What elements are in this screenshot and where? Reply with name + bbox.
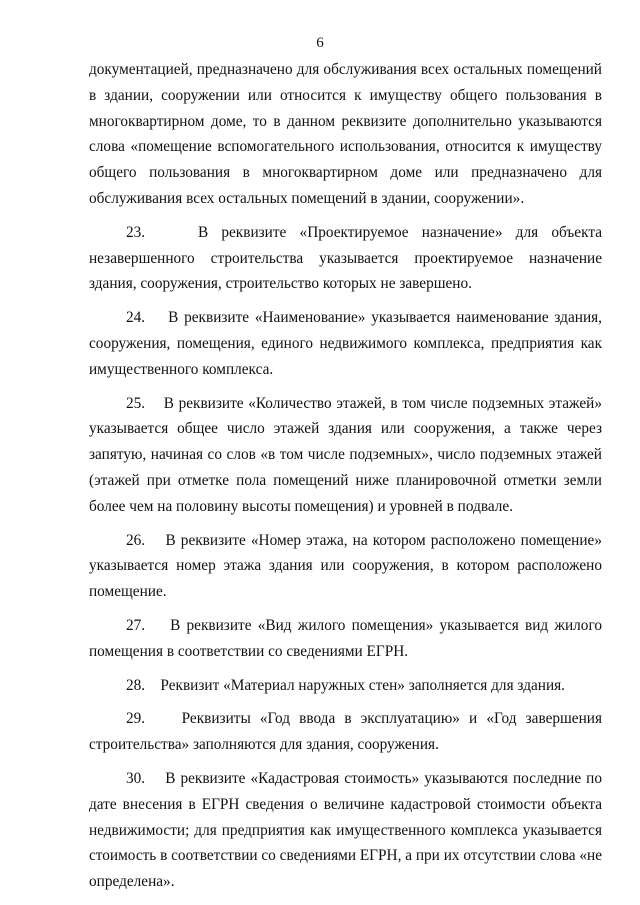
paragraph-item-30: 30. В реквизите «Кадастровая стоимость» указываются последние по дате внесения в ЕГРН сведения о величине кадастровой стоимости объекта недвижимости; для предприятия как имущественного комплекса указывается стоимость в соответствии со сведениями ЕГРН, а при их отсутствии слова «не определена». — [89, 769, 602, 891]
paragraph-item-28: 28. Реквизит «Материал наружных стен» заполняется для здания. — [126, 676, 566, 694]
paragraph-continuation: документацией, предназначено для обслуживания всех остальных помещений в здании, сооружении или относится к имуществу общего пользования в многоквартирном доме, то в данном реквизите дополнительно указываются слова «помещение вспомогательного использования, относится к имуществу общего пользования в многоквартирном доме или предназначено для обслуживания всех остальных помещений в здании, сооружении». — [89, 61, 602, 207]
paragraph-item-25: 25. В реквизите «Количество этажей, в том числе подземных этажей» указывается общее число этажей здания или сооружения, а также через запятую, начиная со слов «в том числе подземных», число подземных этажей (этажей при отметке пола помещений ниже планировочной отметки земли более чем на половину высоты помещения) и уровней в подвале. — [89, 394, 602, 515]
paragraph-item-27: 27. В реквизите «Вид жилого помещения» указывается вид жилого помещения в соответствии со сведениями ЕГРН. — [89, 616, 602, 660]
document-body — [89, 57, 602, 895]
paragraph-item-26: 26. В реквизите «Номер этажа, на котором расположено помещение» указывается номер этажа здания или сооружения, в котором расположено помещение. — [89, 531, 602, 601]
paragraph-item-23: 23. В реквизите «Проектируемое назначение» для объекта незавершенного строительства указывается проектируемое назначение здания, сооружения, строительство которых не завершено. — [89, 223, 602, 293]
paragraph-item-29: 29. Реквизиты «Год ввода в эксплуатацию» и «Год завершения строительства» заполняются для здания, сооружения. — [89, 710, 602, 754]
page-number: 6 — [316, 35, 324, 51]
paragraph-item-24: 24. В реквизите «Наименование» указывается наименование здания, сооружения, помещения, единого недвижимого комплекса, предприятия как имущественного комплекса. — [89, 309, 602, 378]
